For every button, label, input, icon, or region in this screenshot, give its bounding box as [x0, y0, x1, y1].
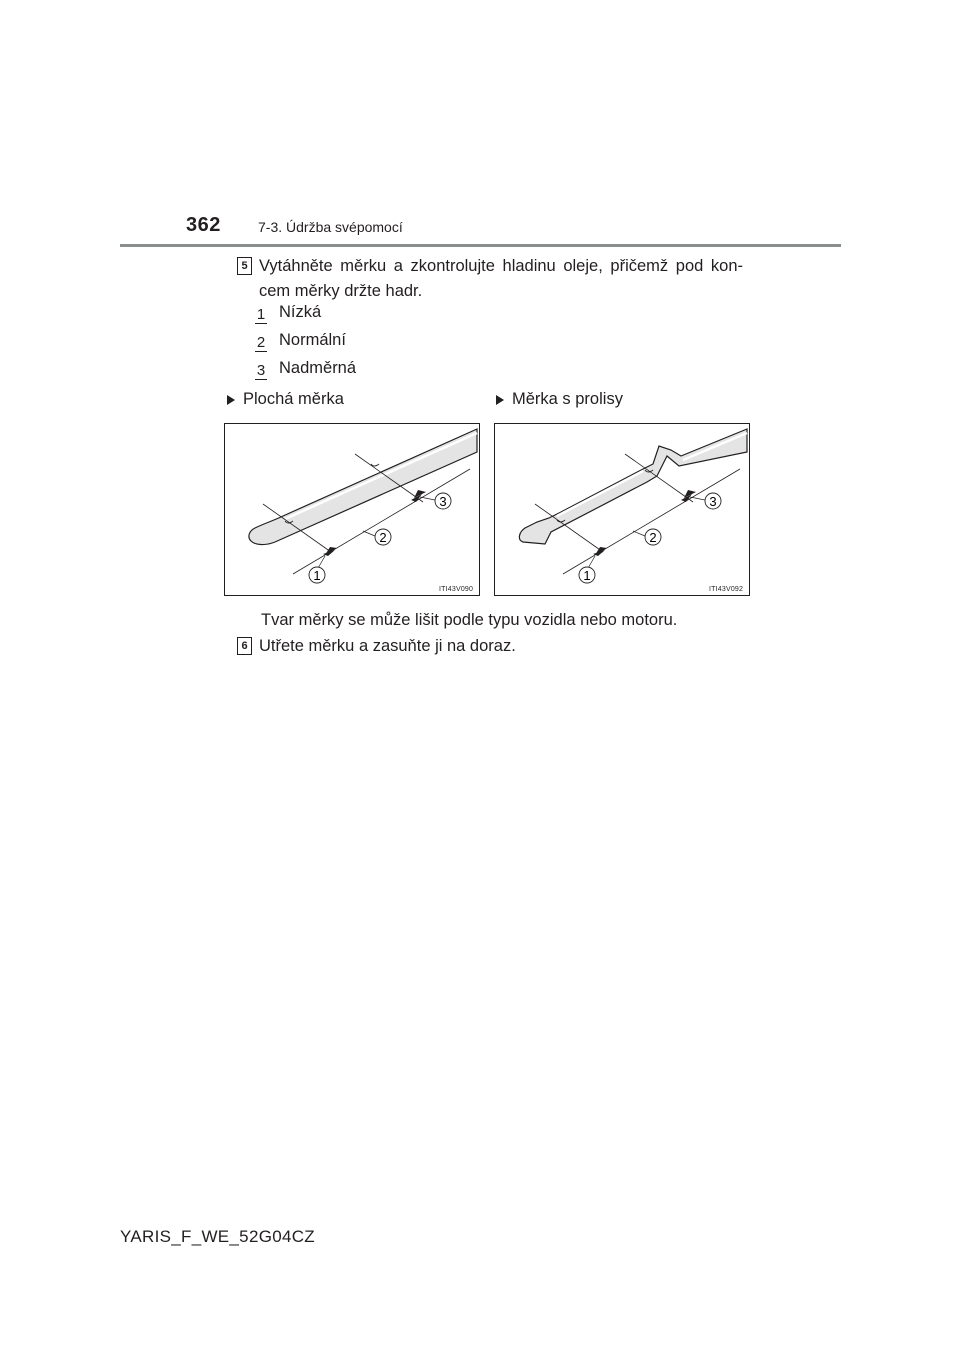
document-code: YARIS_F_WE_52G04CZ	[120, 1227, 315, 1246]
section-title: 7-3. Údržba svépomocí	[258, 219, 403, 235]
step-5-badge: 5	[237, 257, 252, 275]
figure-2-notched-dipstick	[494, 423, 750, 596]
callout-2: 2	[649, 530, 657, 545]
caption-triangle-icon	[227, 395, 235, 405]
figure-1-caption: Plochá měrka	[243, 390, 344, 408]
callout-2: 2	[379, 530, 387, 545]
callout-1: 1	[313, 568, 321, 583]
level-2-number: 2	[256, 334, 266, 351]
callout-1: 1	[583, 568, 591, 583]
level-3-label: Nadměrná	[279, 359, 357, 377]
level-3-number: 3	[256, 362, 266, 379]
notched-dipstick-illustration	[495, 424, 751, 597]
figure-2-caption: Měrka s prolisy	[512, 390, 623, 408]
callout-3: 3	[709, 494, 717, 509]
dipstick-note: Tvar měrky se může lišit podle typu vozidla nebo motoru.	[261, 611, 678, 629]
level-2-label: Normální	[279, 331, 346, 349]
level-1-label: Nízká	[279, 303, 322, 321]
flat-dipstick-illustration	[225, 424, 481, 597]
figure-1-flat-dipstick	[224, 423, 480, 596]
level-1-number: 1	[256, 306, 266, 323]
callout-3: 3	[439, 494, 447, 509]
figure-2-code: ITI43V092	[709, 586, 744, 593]
figure-1-code: ITI43V090	[439, 586, 474, 593]
step-6-badge: 6	[237, 637, 252, 655]
page-number: 362	[186, 214, 221, 236]
step-5-text-line2: cem měrky držte hadr.	[259, 282, 423, 300]
header-rule	[120, 244, 841, 247]
caption-triangle-icon	[496, 395, 504, 405]
step-6-text: Utřete měrku a zasuňte ji na doraz.	[259, 637, 516, 655]
step-5-text-line1: Vytáhněte měrku a zkontrolujte hladinu oleje, přičemž pod kon-	[259, 257, 743, 275]
